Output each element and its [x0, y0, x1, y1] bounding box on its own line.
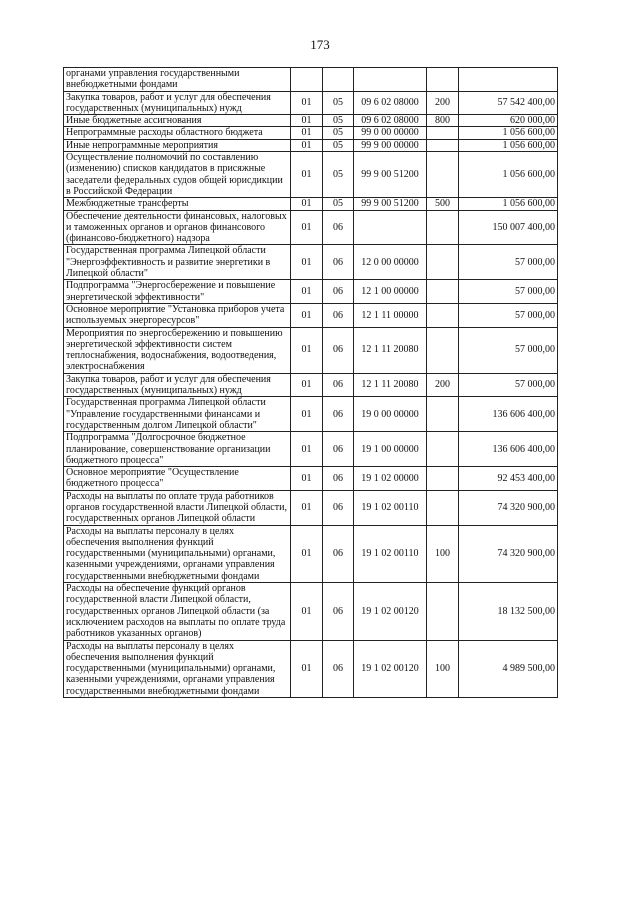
chapter-cell: 01 — [291, 245, 323, 280]
expense-type-cell: 800 — [427, 115, 459, 127]
table-row — [64, 432, 558, 467]
table-row — [64, 490, 558, 525]
target-article-cell: 19 1 00 00000 — [354, 432, 427, 467]
item-name-cell: Мероприятия по энергосбережению и повышению энергетической эффективности систем теплоснабжения, водоснабжения, водоотведения, электроснабжения — [64, 327, 291, 373]
expense-type-cell — [427, 280, 459, 304]
subsection-cell: 06 — [323, 245, 354, 280]
expense-type-cell — [427, 467, 459, 491]
target-article-cell: 09 6 02 08000 — [354, 91, 427, 115]
item-name-cell: Закупка товаров, работ и услуг для обеспечения государственных (муниципальных) нужд — [64, 91, 291, 115]
amount-cell: 1 056 600,00 — [459, 152, 558, 198]
item-name-cell: Осуществление полномочий по составлению (изменению) списков кандидатов в присяжные заседатели федеральных судов общей юрисдикции в Российской Федерации — [64, 152, 291, 198]
amount-cell: 74 320 900,00 — [459, 490, 558, 525]
target-article-cell: 19 1 02 00110 — [354, 490, 427, 525]
table-row — [64, 327, 558, 373]
table-row — [64, 303, 558, 327]
subsection-cell: 05 — [323, 91, 354, 115]
chapter-cell: 01 — [291, 115, 323, 127]
expense-type-cell — [427, 397, 459, 432]
target-article-cell: 19 1 02 00120 — [354, 640, 427, 697]
amount-cell: 1 056 600,00 — [459, 127, 558, 139]
target-article-cell: 19 0 00 00000 — [354, 397, 427, 432]
item-name-cell: Расходы на выплаты персоналу в целях обеспечения выполнения функций государственными (муниципальными) органами, казенными учреждениями, органами управления государственными внебюджетными фондами — [64, 640, 291, 697]
amount-cell: 136 606 400,00 — [459, 397, 558, 432]
table-row — [64, 91, 558, 115]
target-article-cell: 09 6 02 08000 — [354, 115, 427, 127]
page-number: 173 — [310, 37, 330, 52]
table-row — [64, 198, 558, 210]
expense-type-cell — [427, 127, 459, 139]
expense-type-cell: 500 — [427, 198, 459, 210]
subsection-cell: 06 — [323, 525, 354, 582]
chapter-cell: 01 — [291, 583, 323, 640]
amount-cell: 136 606 400,00 — [459, 432, 558, 467]
chapter-cell: 01 — [291, 490, 323, 525]
chapter-cell: 01 — [291, 397, 323, 432]
amount-cell: 74 320 900,00 — [459, 525, 558, 582]
table-row — [64, 583, 558, 640]
amount-cell — [459, 68, 558, 92]
subsection-cell: 06 — [323, 210, 354, 245]
table-row — [64, 115, 558, 127]
subsection-cell: 05 — [323, 198, 354, 210]
expense-type-cell — [427, 152, 459, 198]
target-article-cell — [354, 210, 427, 245]
item-name-cell: Расходы на выплаты персоналу в целях обеспечения выполнения функций государственными (муниципальными) органами, казенными учреждениями, органами управления государственными внебюджетными фондами — [64, 525, 291, 582]
item-name-cell: Расходы на обеспечение функций органов государственной власти Липецкой области, государственных органов Липецкой области (за исключением расходов на выплаты по оплате труда работников указанных органов) — [64, 583, 291, 640]
item-name-cell: Межбюджетные трансферты — [64, 198, 291, 210]
item-name-cell: Расходы на выплаты по оплате труда работников органов государственной власти Липецкой области, государственных органов Липецкой области — [64, 490, 291, 525]
item-name-cell: Иные бюджетные ассигнования — [64, 115, 291, 127]
item-name-cell: Подпрограмма "Энергосбережение и повышение энергетической эффективности" — [64, 280, 291, 304]
item-name-cell: Иные непрограммные мероприятия — [64, 139, 291, 151]
expense-type-cell: 100 — [427, 640, 459, 697]
expense-type-cell: 100 — [427, 525, 459, 582]
subsection-cell: 05 — [323, 127, 354, 139]
subsection-cell — [323, 68, 354, 92]
table-row — [64, 245, 558, 280]
item-name-cell: Государственная программа Липецкой области "Управление государственными финансами и государственным долгом Липецкой области" — [64, 397, 291, 432]
subsection-cell: 05 — [323, 139, 354, 151]
amount-cell: 57 000,00 — [459, 245, 558, 280]
amount-cell: 57 000,00 — [459, 373, 558, 397]
table-row — [64, 525, 558, 582]
item-name-cell: Непрограммные расходы областного бюджета — [64, 127, 291, 139]
expense-type-cell — [427, 432, 459, 467]
expense-type-cell — [427, 245, 459, 280]
table-row — [64, 152, 558, 198]
table-row — [64, 68, 558, 92]
target-article-cell — [354, 68, 427, 92]
chapter-cell: 01 — [291, 525, 323, 582]
chapter-cell — [291, 68, 323, 92]
amount-cell: 57 000,00 — [459, 327, 558, 373]
expense-type-cell: 200 — [427, 373, 459, 397]
table-row — [64, 640, 558, 697]
amount-cell: 18 132 500,00 — [459, 583, 558, 640]
subsection-cell: 06 — [323, 640, 354, 697]
table-row — [64, 127, 558, 139]
expense-type-cell — [427, 583, 459, 640]
item-name-cell: Основное мероприятие "Осуществление бюджетного процесса" — [64, 467, 291, 491]
item-name-cell: Основное мероприятие "Установка приборов учета используемых энергоресурсов" — [64, 303, 291, 327]
table-row — [64, 373, 558, 397]
chapter-cell: 01 — [291, 327, 323, 373]
table-row — [64, 280, 558, 304]
amount-cell: 57 000,00 — [459, 303, 558, 327]
target-article-cell: 12 1 11 20080 — [354, 373, 427, 397]
amount-cell: 57 000,00 — [459, 280, 558, 304]
chapter-cell: 01 — [291, 127, 323, 139]
expense-type-cell — [427, 68, 459, 92]
target-article-cell: 99 0 00 00000 — [354, 127, 427, 139]
budget-table — [63, 67, 558, 698]
chapter-cell: 01 — [291, 303, 323, 327]
chapter-cell: 01 — [291, 432, 323, 467]
subsection-cell: 06 — [323, 467, 354, 491]
item-name-cell: органами управления государственными внебюджетными фондами — [64, 68, 291, 92]
amount-cell: 4 989 500,00 — [459, 640, 558, 697]
item-name-cell: Закупка товаров, работ и услуг для обеспечения государственных (муниципальных) нужд — [64, 373, 291, 397]
target-article-cell: 12 1 11 00000 — [354, 303, 427, 327]
budget-table-body — [64, 68, 558, 698]
target-article-cell: 99 9 00 51200 — [354, 198, 427, 210]
chapter-cell: 01 — [291, 91, 323, 115]
subsection-cell: 06 — [323, 280, 354, 304]
subsection-cell: 06 — [323, 432, 354, 467]
amount-cell: 57 542 400,00 — [459, 91, 558, 115]
table-row — [64, 397, 558, 432]
chapter-cell: 01 — [291, 373, 323, 397]
subsection-cell: 06 — [323, 397, 354, 432]
chapter-cell: 01 — [291, 198, 323, 210]
table-row — [64, 210, 558, 245]
expense-type-cell — [427, 490, 459, 525]
item-name-cell: Подпрограмма "Долгосрочное бюджетное планирование, совершенствование организации бюджетного процесса" — [64, 432, 291, 467]
chapter-cell: 01 — [291, 467, 323, 491]
target-article-cell: 19 1 02 00110 — [354, 525, 427, 582]
amount-cell: 92 453 400,00 — [459, 467, 558, 491]
amount-cell: 150 007 400,00 — [459, 210, 558, 245]
expense-type-cell — [427, 303, 459, 327]
chapter-cell: 01 — [291, 210, 323, 245]
expense-type-cell: 200 — [427, 91, 459, 115]
expense-type-cell — [427, 139, 459, 151]
chapter-cell: 01 — [291, 640, 323, 697]
subsection-cell: 06 — [323, 583, 354, 640]
target-article-cell: 99 9 00 00000 — [354, 139, 427, 151]
target-article-cell: 99 9 00 51200 — [354, 152, 427, 198]
amount-cell: 620 000,00 — [459, 115, 558, 127]
target-article-cell: 19 1 02 00120 — [354, 583, 427, 640]
target-article-cell: 12 1 11 20080 — [354, 327, 427, 373]
target-article-cell: 19 1 02 00000 — [354, 467, 427, 491]
subsection-cell: 05 — [323, 152, 354, 198]
subsection-cell: 05 — [323, 115, 354, 127]
subsection-cell: 06 — [323, 303, 354, 327]
subsection-cell: 06 — [323, 490, 354, 525]
chapter-cell: 01 — [291, 152, 323, 198]
subsection-cell: 06 — [323, 373, 354, 397]
subsection-cell: 06 — [323, 327, 354, 373]
chapter-cell: 01 — [291, 139, 323, 151]
item-name-cell: Государственная программа Липецкой области "Энергоэффективность и развитие энергетики в Липецкой области" — [64, 245, 291, 280]
expense-type-cell — [427, 327, 459, 373]
target-article-cell: 12 0 00 00000 — [354, 245, 427, 280]
amount-cell: 1 056 600,00 — [459, 139, 558, 151]
item-name-cell: Обеспечение деятельности финансовых, налоговых и таможенных органов и органов финансового (финансово-бюджетного) надзора — [64, 210, 291, 245]
amount-cell: 1 056 600,00 — [459, 198, 558, 210]
expense-type-cell — [427, 210, 459, 245]
chapter-cell: 01 — [291, 280, 323, 304]
target-article-cell: 12 1 00 00000 — [354, 280, 427, 304]
table-row — [64, 467, 558, 491]
table-row — [64, 139, 558, 151]
